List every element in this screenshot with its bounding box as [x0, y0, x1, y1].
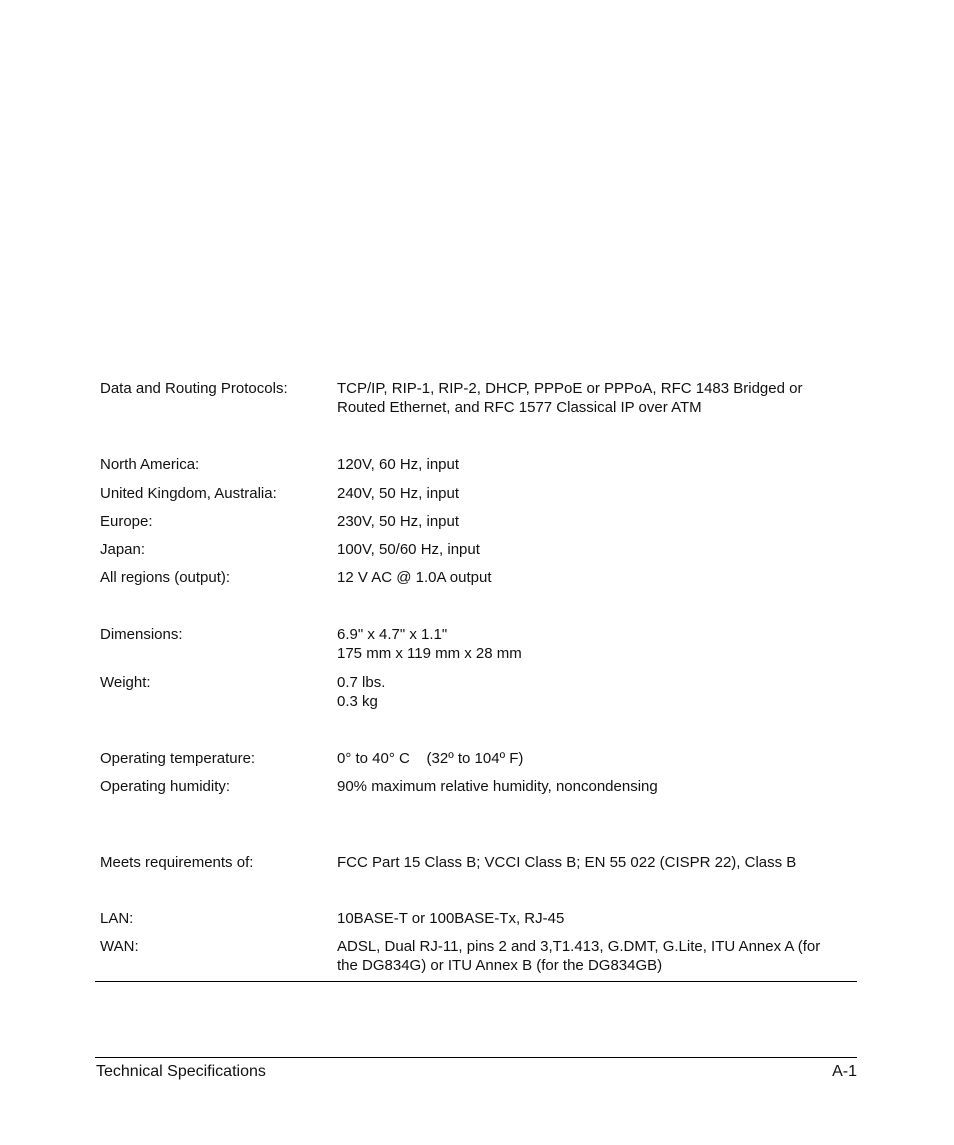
spec-label-north-america: North America:: [100, 456, 200, 473]
spec-value-requirements: FCC Part 15 Class B; VCCI Class B; EN 55 022 (CISPR 22), Class B: [337, 854, 797, 871]
spec-label-wan: WAN:: [100, 938, 139, 955]
spec-value-dimensions-metric: 175 mm x 119 mm x 28 mm: [337, 645, 522, 662]
spec-label-lan: LAN:: [100, 910, 134, 927]
spec-value-operating-temperature: 0° to 40° C (32º to 104º F): [337, 750, 524, 767]
spec-value-protocols: [337, 379, 857, 417]
spec-value-all-regions: 12 V AC @ 1.0A output: [337, 569, 492, 586]
spec-value-dimensions: [337, 625, 857, 663]
spec-value-north-america: 120V, 60 Hz, input: [337, 456, 460, 473]
spec-value-protocols-line1: TCP/IP, RIP-1, RIP-2, DHCP, PPPoE or PPPoA, RFC 1483 Bridged or: [337, 380, 803, 397]
spec-value-weight-imperial: 0.7 lbs.: [337, 674, 386, 691]
spec-label-protocols: Data and Routing Protocols:: [100, 380, 288, 397]
spec-label-weight: Weight:: [100, 674, 151, 691]
spec-label-operating-temperature: Operating temperature:: [100, 750, 256, 767]
spec-value-weight-metric: 0.3 kg: [337, 693, 378, 710]
footer-section-title: Technical Specifications: [96, 1063, 266, 1080]
spec-value-lan: 10BASE-T or 100BASE-Tx, RJ-45: [337, 910, 565, 927]
spec-label-dimensions: Dimensions:: [100, 626, 183, 643]
spec-value-japan: 100V, 50/60 Hz, input: [337, 541, 480, 558]
spec-label-uk-australia: United Kingdom, Australia:: [100, 485, 277, 502]
spec-label-japan: Japan:: [100, 541, 146, 558]
spec-value-wan: [337, 937, 857, 975]
spec-value-wan-line2: the DG834G) or ITU Annex B (for the DG834GB): [337, 957, 663, 974]
spec-value-europe: 230V, 50 Hz, input: [337, 513, 460, 530]
spec-value-dimensions-imperial: 6.9" x 4.7" x 1.1": [337, 626, 448, 643]
spec-label-europe: Europe:: [100, 513, 153, 530]
spec-label-requirements: Meets requirements of:: [100, 854, 254, 871]
spec-value-operating-humidity: 90% maximum relative humidity, noncondensing: [337, 778, 658, 795]
footer-page-number: A-1: [832, 1063, 857, 1080]
spec-value-weight: [337, 673, 857, 711]
spec-label-all-regions: All regions (output):: [100, 569, 231, 586]
spec-value-wan-line1: ADSL, Dual RJ-11, pins 2 and 3,T1.413, G.DMT, G.Lite, ITU Annex A (for: [337, 938, 821, 955]
table-bottom-rule: [95, 981, 857, 982]
footer-rule: [95, 1057, 857, 1058]
spec-value-protocols-line2: Routed Ethernet, and RFC 1577 Classical IP over ATM: [337, 399, 702, 416]
spec-label-operating-humidity: Operating humidity:: [100, 778, 231, 795]
spec-value-uk-australia: 240V, 50 Hz, input: [337, 485, 460, 502]
